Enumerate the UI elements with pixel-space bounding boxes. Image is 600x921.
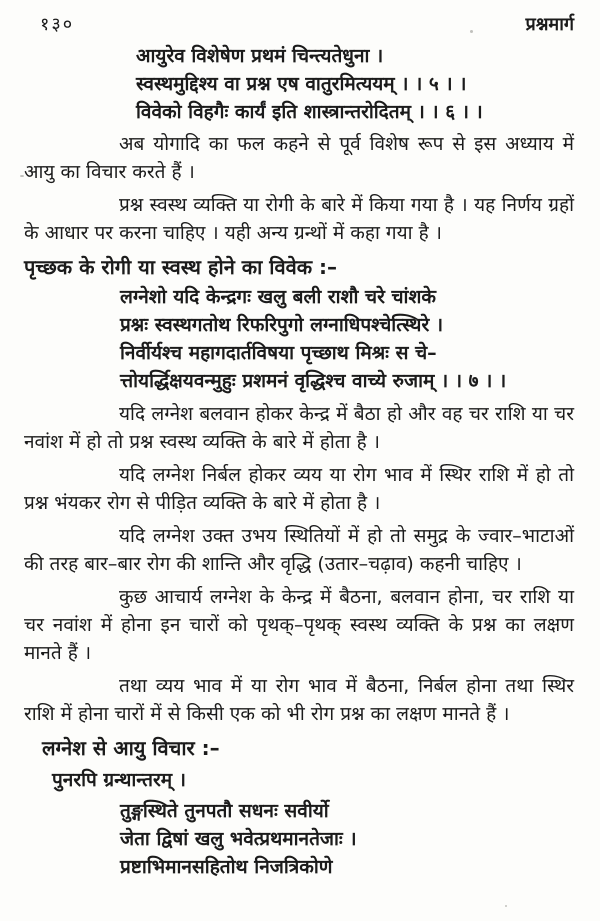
verse-line: लग्नेशो यदि केन्द्रगः खलु बली राशौ चरे चांशके [120, 286, 436, 308]
paragraph-kuchh-acharya: कुछ आचार्य लग्नेश के केन्द्र में बैठना, बलवान होना, चर राशि या चर नवांश में होना इन चारों को पृथक्–पृथक् स्वस्थ व्यक्ति के प्रश्न का लक्षण मानते हैं । [24, 586, 574, 664]
paragraph-ayu-intro: अब योगादि का फल कहने से पूर्व विशेष रूप से इस अध्याय में आयु का विचार करते हैं । [24, 133, 574, 183]
verse-line: विवेको विहगैः कार्यं इति शास्त्रान्तरोदितम् । । ६ । । [136, 101, 483, 123]
verse-line: जेता द्विषां खलु भवेत्प्रथमानतेजाः । [120, 828, 357, 850]
paragraph-swastha-lakshana: यदि लग्नेश बलवान होकर केन्द्र में बैठा हो और वह चर राशि या चर नवांश में हो तो प्रश्न स्वस्थ व्यक्ति के बारे में होता है । [24, 403, 574, 453]
page-number: १३० [40, 14, 75, 35]
scan-speck [20, 175, 24, 177]
opening-shloka [136, 42, 574, 126]
verse-line: स्वस्थमुद्दिश्य वा प्रश्न एष वातुरमित्ययम् । । ५ । । [136, 73, 467, 95]
scan-speck [505, 905, 507, 907]
page-header [24, 14, 574, 36]
section-heading-ayu-vichara: लग्नेश से आयु विचार :– [42, 736, 220, 760]
verse-line: प्रष्टाभिमानसहितोथ निजत्रिकोणे [120, 856, 333, 878]
verse-line: त्तोयर्द्धिक्षयवन्मुहुः प्रशमनं वृद्धिश्च वाच्ये रुजाम् । । ७ । । [120, 370, 507, 392]
paragraph-ubhaya-sthiti: यदि लग्नेश उक्त उभय स्थितियों में हो तो समुद्र के ज्वार–भाटाओं की तरह बार–बार रोग की शान्ति और वृद्धि (उतार–चढ़ाव) कहनी चाहिए । [24, 525, 574, 575]
scan-speck [470, 30, 473, 33]
verse-line: तुङ्गस्थिते तुनपतौ सधनः सवीर्यो [120, 800, 329, 822]
closing-shloka [120, 797, 574, 881]
verse-line: आयुरेव विशेषेण प्रथमं चिन्त्यतेधुना । [136, 45, 384, 67]
running-title: प्रश्नमार्ग [525, 14, 574, 35]
verse-line: निर्वीर्यश्च महागदार्तविषया पृच्छाथ मिश्रः स चे– [120, 342, 437, 364]
section-heading-rogi-viveka: पृच्छक के रोगी या स्वस्थ होने का विवेक :– [24, 255, 338, 279]
verse-line: प्रश्नः स्वस्थगतोथ रिफरिपुगो लग्नाधिपश्चेत्स्थिरे । [120, 314, 444, 336]
paragraph-tatha-vyaya: तथा व्यय भाव में या रोग भाव में बैठना, निर्बल होना तथा स्थिर राशि में होना चारों में से किसी एक को भी रोग प्रश्न का लक्षण मानते हैं । [24, 675, 574, 725]
shloka-lagnesho [120, 283, 574, 395]
paragraph-roga-lakshana: यदि लग्नेश निर्बल होकर व्यय या रोग भाव में स्थिर राशि में हो तो प्रश्न भंयकर रोग से पीड़ित व्यक्ति के बारे में होता है । [24, 464, 574, 514]
paragraph-prashna-nirnaya: प्रश्न स्वस्थ व्यक्ति या रोगी के बारे में किया गया है । यह निर्णय ग्रहों के आधार पर करना चाहिए । यही अन्य ग्रन्थों में कहा गया है । [24, 194, 574, 244]
line-punarapi: पुनरपि ग्रन्थान्तरम् । [52, 769, 186, 791]
